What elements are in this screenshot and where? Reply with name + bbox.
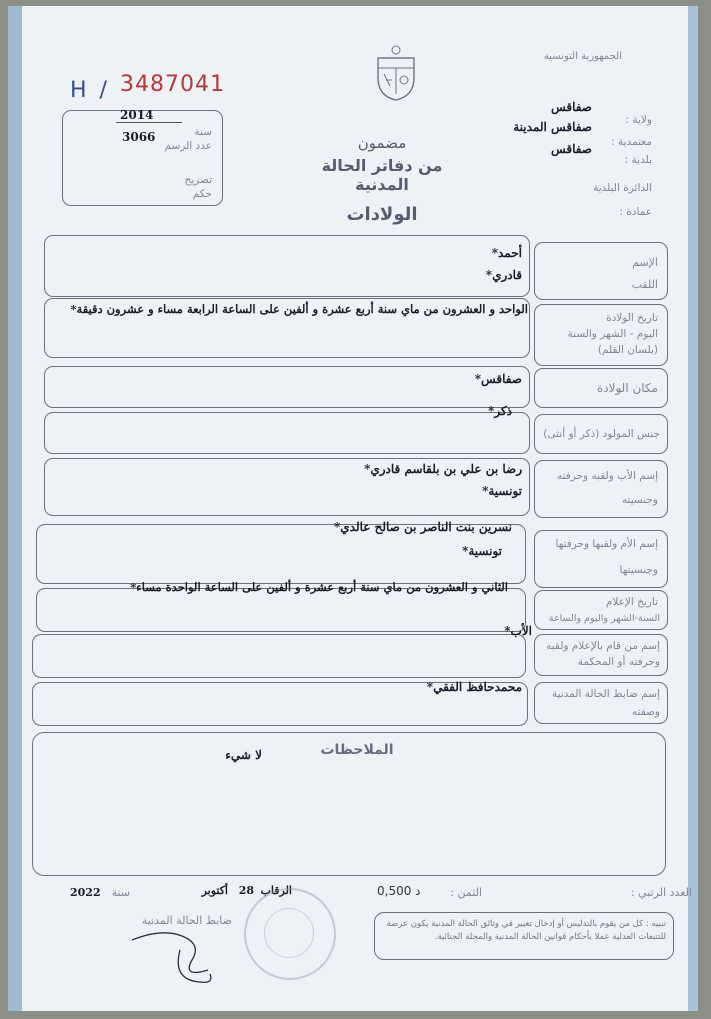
remarks-value: لا شيء [225, 748, 262, 762]
field-mother-label1: إسم الأم ولقبها وحرفتها [555, 538, 658, 550]
field-father-label2: وجنسيته [621, 494, 658, 506]
field-name-box [44, 235, 530, 297]
footer-year-label: سنة [111, 886, 130, 899]
sector-label: عمادة : [619, 206, 652, 218]
field-sex-value1: ذكر* [488, 404, 512, 418]
doc-title-2: من دفاتر الحالة المدنية [321, 156, 443, 194]
field-declarant-label2: وحرفته أو المحكمة [577, 656, 660, 668]
field-birthdate-label1: تاريخ الولادة [606, 312, 658, 324]
field-declaration-date-label2: السنة-الشهر واليوم والساعة [548, 613, 660, 624]
year-value: 2014 [120, 108, 154, 122]
year-label: سنة [194, 126, 212, 138]
field-mother-value1: نسرين بنت الناصر بن صالح عالدي* [333, 520, 512, 534]
doc-title-3: الولادات [346, 204, 418, 225]
field-name-value1: أحمد* [491, 246, 522, 260]
field-declarant-value1: الأب* [504, 624, 532, 638]
footer-price-label: الثمن : [450, 886, 482, 899]
municipality-value: صفاقس [551, 142, 592, 156]
year-strike [116, 122, 182, 123]
field-mother-label2: وجنسيتها [619, 564, 658, 576]
field-birthplace-label1: مكان الولادة [596, 381, 658, 395]
delegation-label: معتمدية : [611, 136, 652, 148]
field-name-label1: الإسم [632, 256, 658, 269]
footer-place: الرقاب [260, 884, 292, 897]
field-birthdate-label2: اليوم - الشهر والسنة [567, 328, 658, 340]
serial-number: 3487041 [120, 72, 225, 97]
field-sex-box [44, 412, 530, 454]
municipal-district-label: الدائرة البلدية [593, 182, 652, 194]
field-mother-value2: تونسية* [462, 544, 502, 558]
field-officer-label2: وصفته [631, 706, 660, 718]
number-value: 3066 [122, 130, 156, 144]
officer-signature [122, 920, 232, 990]
field-sex-label1: جنس المولود (ذكر أو أنثى) [543, 428, 660, 440]
field-father-value1: رضا بن علي بن بلقاسم قادري* [364, 462, 522, 476]
field-father-label1: إسم الأب ولقبه وحرفته [556, 470, 658, 482]
field-name-value2: قادري* [485, 268, 522, 282]
warning-text: تنبيه : كل من يقوم بالتدليس أو إدخال تغيير في وثائق الحالة المدنية يكون عرضة للتتبعات العدلية عملا بأحكام قوانين الحالة المدنية والمجلة الجنائية. [386, 919, 666, 942]
birth-certificate [8, 6, 698, 1011]
footer-price-value: 0,500 د [377, 884, 421, 898]
tunisia-emblem-icon [372, 44, 420, 102]
governorate-label: ولاية : [625, 114, 652, 126]
governorate-value: صفاقس [551, 100, 592, 114]
serial-prefix: H / [70, 78, 110, 103]
footer-day: 28 [238, 884, 254, 897]
field-officer-label1: إسم ضابط الحالة المدنية [551, 688, 660, 700]
field-declaration-date-value1: الثاني و العشرون من ماي سنة أربع عشرة و ألفين على الساعة الواحدة مساء* [130, 580, 508, 594]
field-officer-value1: محمدحافظ الفقي* [426, 680, 522, 694]
delegation-value: صفاقس المدينة [513, 120, 592, 134]
field-name-label2: اللقب [631, 278, 658, 291]
footer-serial-label: العدد الرتبي : [630, 886, 692, 899]
doc-title-1: مضمون [357, 134, 407, 152]
field-birthdate-value1: الواحد و العشرون من ماي سنة أربع عشرة و ألفين على الساعة الرابعة مساء و عشرون دقيقة* [70, 302, 528, 316]
field-birthplace-value1: صفاقس* [474, 372, 522, 386]
footer-officer: ضابط الحالة المدنية [141, 914, 232, 927]
declaration-label: تصريح [184, 174, 212, 186]
republic-label: الجمهورية التونسية [543, 51, 622, 62]
official-stamp-icon [244, 888, 336, 980]
field-declarant-label1: إسم من قام بالإعلام ولقبه [546, 640, 660, 652]
remarks-title: الملاحظات [320, 742, 394, 758]
field-declaration-date-label1: تاريخ الإعلام [605, 596, 658, 608]
footer-month: أكتوبر [201, 884, 228, 897]
judgment-label: حكم [192, 188, 212, 200]
municipality-label: بلدية : [624, 154, 652, 166]
field-birthdate-label3: (بلسان القلم) [597, 344, 658, 356]
number-label: عدد الرسم [164, 140, 212, 152]
field-father-value2: تونسية* [482, 484, 522, 498]
field-declarant-box [32, 634, 526, 678]
footer-year-value: 2022 [70, 886, 101, 899]
